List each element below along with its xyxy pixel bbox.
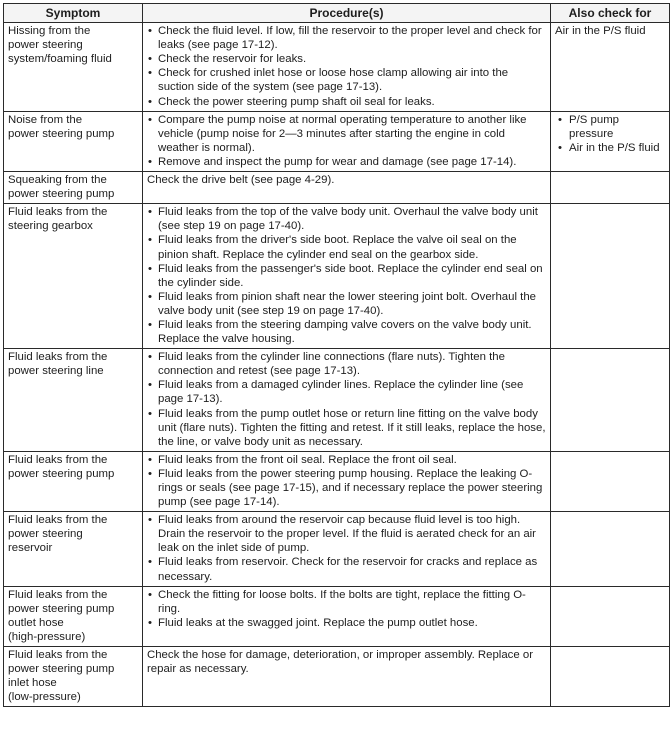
- header-symptom: Symptom: [4, 4, 143, 23]
- procedure-list: [147, 24, 546, 109]
- procedure-item: • Check the fitting for loose bolts. If the bolts are tight, replace the fitting O-ring.: [147, 588, 546, 616]
- symptom-cell: Squeaking from the power steering pump: [4, 172, 143, 204]
- procedure-item: • Check the power steering pump shaft oil seal for leaks.: [147, 95, 546, 109]
- procedure-item: • Fluid leaks from the driver's side boot. Replace the valve oil seal on the pinion shaft. Replace the cylinder end seal on the gearbox side.: [147, 233, 546, 261]
- procedure-item: • Fluid leaks from a damaged cylinder lines. Replace the cylinder line (see page 17-13).: [147, 378, 546, 406]
- procedure-item: • Check for crushed inlet hose or loose hose clamp allowing air into the suction side of the system (see page 17-13).: [147, 66, 546, 94]
- also-check-cell: [551, 349, 670, 452]
- procedure-cell: [143, 204, 551, 349]
- also-check-item: • Air in the P/S fluid: [555, 141, 665, 155]
- symptom-cell: Hissing from the power steering system/foaming fluid: [4, 23, 143, 112]
- procedure-item: • Fluid leaks from the front oil seal. Replace the front oil seal.: [147, 453, 546, 467]
- procedure-item: • Fluid leaks from the top of the valve body unit. Overhaul the valve body unit (see step 19 on page 17-40).: [147, 205, 546, 233]
- header-also-check: Also check for: [551, 4, 670, 23]
- procedure-cell: [143, 451, 551, 511]
- procedure-cell: [143, 111, 551, 171]
- procedure-cell: [143, 512, 551, 586]
- procedure-list: [147, 350, 546, 449]
- procedure-list: [147, 588, 546, 630]
- procedure-cell: [143, 586, 551, 646]
- procedure-list: [147, 205, 546, 346]
- symptom-cell: Noise from the power steering pump: [4, 111, 143, 171]
- also-check-cell: Air in the P/S fluid: [551, 23, 670, 112]
- table-header-row: [4, 4, 670, 23]
- symptom-cell: Fluid leaks from the power steering line: [4, 349, 143, 452]
- procedure-cell: [143, 23, 551, 112]
- procedure-item: • Fluid leaks from the cylinder line connections (flare nuts). Tighten the connection and retest (see page 17-13).: [147, 350, 546, 378]
- procedure-cell: [143, 172, 551, 204]
- also-check-cell: [551, 204, 670, 349]
- table-row: [4, 451, 670, 511]
- table-row: [4, 349, 670, 452]
- troubleshooting-table: [3, 3, 670, 707]
- table-row: [4, 647, 670, 707]
- symptom-cell: Fluid leaks from the steering gearbox: [4, 204, 143, 349]
- also-check-cell: [551, 111, 670, 171]
- procedure-text: Check the drive belt (see page 4-29).: [147, 174, 335, 187]
- also-check-cell: [551, 512, 670, 586]
- also-check-cell: [551, 586, 670, 646]
- procedure-item: • Fluid leaks from the passenger's side boot. Replace the cylinder end seal on the cylinder side.: [147, 262, 546, 290]
- procedure-item: • Fluid leaks from pinion shaft near the lower steering joint bolt. Overhaul the valve body unit (see step 19 on page 17-40).: [147, 290, 546, 318]
- procedure-item: • Fluid leaks from the power steering pump housing. Replace the leaking O-rings or seals (see page 17-15), and if necessary replace the power steering pump (see page 17-14).: [147, 467, 546, 509]
- table-row: [4, 204, 670, 349]
- procedure-cell: [143, 349, 551, 452]
- table-row: [4, 512, 670, 586]
- procedure-item: • Fluid leaks from around the reservoir cap because fluid level is too high. Drain the reservoir to the proper level. If the fluid is aerated check for an air leak on the inlet side of pump.: [147, 513, 546, 555]
- also-check-list: [555, 113, 665, 155]
- symptom-cell: Fluid leaks from the power steering pump inlet hose (low-pressure): [4, 647, 143, 707]
- procedure-list: [147, 453, 546, 509]
- procedure-item: • Check the reservoir for leaks.: [147, 52, 546, 66]
- procedure-item: • Fluid leaks at the swagged joint. Replace the pump outlet hose.: [147, 616, 546, 630]
- procedure-list: [147, 113, 546, 169]
- header-procedure: Procedure(s): [143, 4, 551, 23]
- symptom-cell: Fluid leaks from the power steering reservoir: [4, 512, 143, 586]
- symptom-cell: Fluid leaks from the power steering pump outlet hose (high-pressure): [4, 586, 143, 646]
- procedure-item: • Fluid leaks from reservoir. Check for the reservoir for cracks and replace as necessary.: [147, 555, 546, 583]
- table-row: [4, 586, 670, 646]
- also-check-cell: [551, 172, 670, 204]
- procedure-item: • Compare the pump noise at normal operating temperature to another like vehicle (pump noise for 2—3 minutes after starting the engine in cold weather is normal).: [147, 113, 546, 155]
- table-row: [4, 111, 670, 171]
- procedure-item: • Fluid leaks from the steering damping valve covers on the valve body unit. Replace the valve housing.: [147, 318, 546, 346]
- also-check-cell: [551, 647, 670, 707]
- procedure-item: • Check the fluid level. If low, fill the reservoir to the proper level and check for leaks (see page 17-12).: [147, 24, 546, 52]
- procedure-cell: [143, 647, 551, 707]
- procedure-item: • Remove and inspect the pump for wear and damage (see page 17-14).: [147, 155, 546, 169]
- procedure-text: Check the hose for damage, deterioration, or improper assembly. Replace or repair as necessary.: [147, 649, 533, 676]
- procedure-item: • Fluid leaks from the pump outlet hose or return line fitting on the valve body unit (flare nuts). Tighten the fitting and retest. If it still leaks, replace the hose, the line, or valve body unit as necessary.: [147, 407, 546, 449]
- also-check-item: • P/S pump pressure: [555, 113, 665, 141]
- table-row: [4, 172, 670, 204]
- procedure-list: [147, 513, 546, 583]
- table-row: [4, 23, 670, 112]
- also-check-cell: [551, 451, 670, 511]
- symptom-cell: Fluid leaks from the power steering pump: [4, 451, 143, 511]
